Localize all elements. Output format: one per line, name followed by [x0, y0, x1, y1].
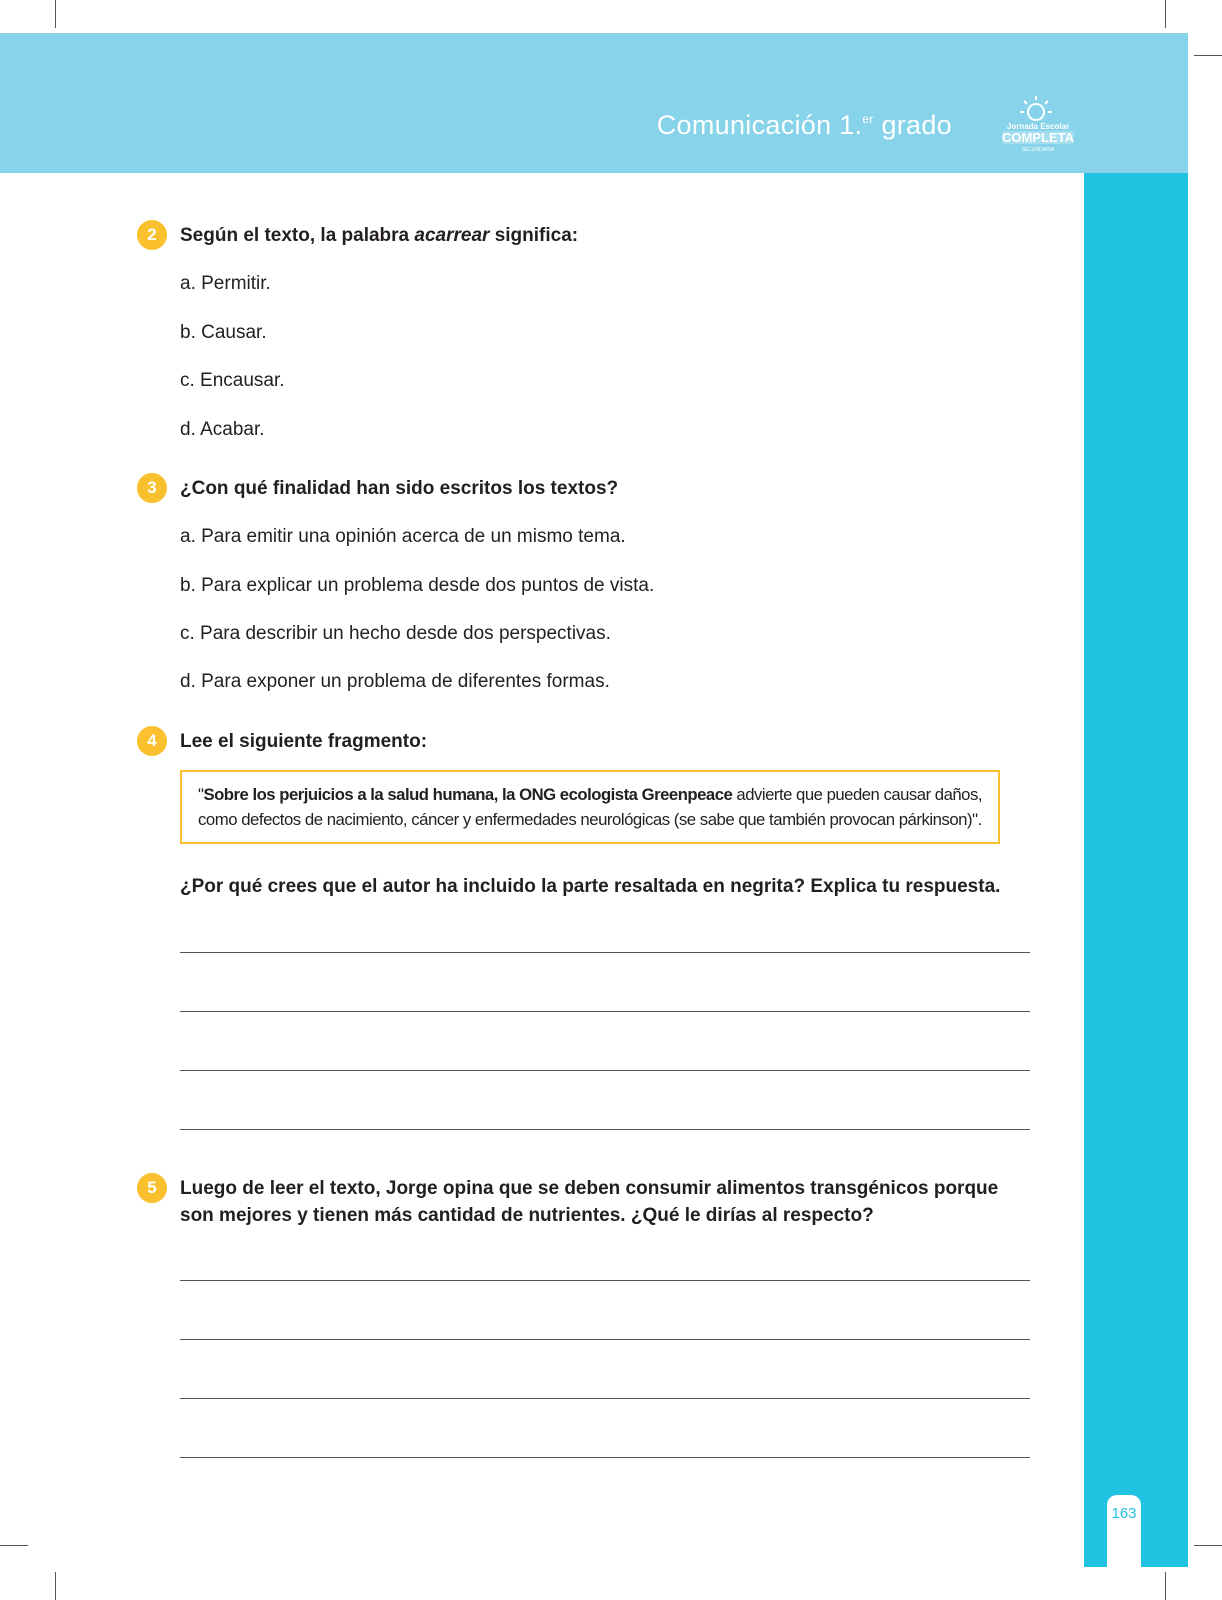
jornada-escolar-logo [998, 94, 1078, 154]
question-title: Según el texto, la palabra acarrear significa: [180, 225, 579, 246]
quote-line: "Sobre los perjuicios a la salud humana, la ONG ecologista Greenpeace advierte que pueden causar daños, [198, 785, 982, 804]
answer-line[interactable] [180, 1280, 1030, 1281]
answer-option[interactable]: d. Acabar. [180, 419, 265, 440]
crop-mark [1165, 0, 1166, 28]
crop-mark [55, 1572, 56, 1600]
crop-mark [1194, 1545, 1222, 1546]
answer-line[interactable] [180, 1070, 1030, 1071]
crop-mark [55, 0, 56, 28]
quote-line: como defectos de nacimiento, cáncer y enfermedades neurológicas (se sabe que también provocan párkinson)". [198, 810, 982, 829]
answer-option[interactable]: b. Para explicar un problema desde dos puntos de vista. [180, 575, 655, 596]
question-title: Lee el siguiente fragmento: [180, 731, 428, 752]
answer-option[interactable]: a. Permitir. [180, 273, 271, 294]
answer-line[interactable] [180, 1398, 1030, 1399]
svg-text:COMPLETA: COMPLETA [1002, 130, 1074, 145]
answer-line[interactable] [180, 952, 1030, 953]
question-number-badge: 4 [137, 726, 167, 756]
svg-text:Jornada Escolar: Jornada Escolar [1006, 122, 1070, 131]
crop-mark [1165, 1572, 1166, 1600]
crop-mark [1194, 55, 1222, 56]
question-number-badge: 2 [137, 220, 167, 250]
answer-option[interactable]: b. Causar. [180, 322, 267, 343]
answer-line[interactable] [180, 1457, 1030, 1458]
question-title: Luego de leer el texto, Jorge opina que se deben consumir alimentos transgénicos porque son mejores y tienen más cantidad de nutrientes. ¿Qué le dirías al respecto? [180, 1178, 999, 1226]
answer-option[interactable]: c. Encausar. [180, 370, 285, 391]
side-band [1084, 173, 1188, 1567]
question-number-badge: 5 [137, 1173, 167, 1203]
answer-option[interactable]: d. Para exponer un problema de diferentes formas. [180, 671, 610, 692]
question-title: ¿Con qué finalidad han sido escritos los textos? [180, 478, 619, 499]
answer-option[interactable]: c. Para describir un hecho desde dos perspectivas. [180, 623, 611, 644]
answer-line[interactable] [180, 1339, 1030, 1340]
answer-line[interactable] [180, 1011, 1030, 1012]
question-prompt: ¿Por qué crees que el autor ha incluido la parte resaltada en negrita? Explica tu respuesta. [180, 876, 1001, 897]
quote-box [180, 770, 1000, 844]
answer-line[interactable] [180, 1129, 1030, 1130]
question-number-badge: 3 [137, 473, 167, 503]
svg-text:SECUNDARIA: SECUNDARIA [1021, 147, 1055, 153]
page-header-title: Comunicación 1.$^{er}$ grado [656, 110, 952, 140]
crop-mark [0, 1545, 28, 1546]
answer-option[interactable]: a. Para emitir una opinión acerca de un mismo tema. [180, 526, 626, 547]
page-number: 163 [1111, 1505, 1137, 1522]
